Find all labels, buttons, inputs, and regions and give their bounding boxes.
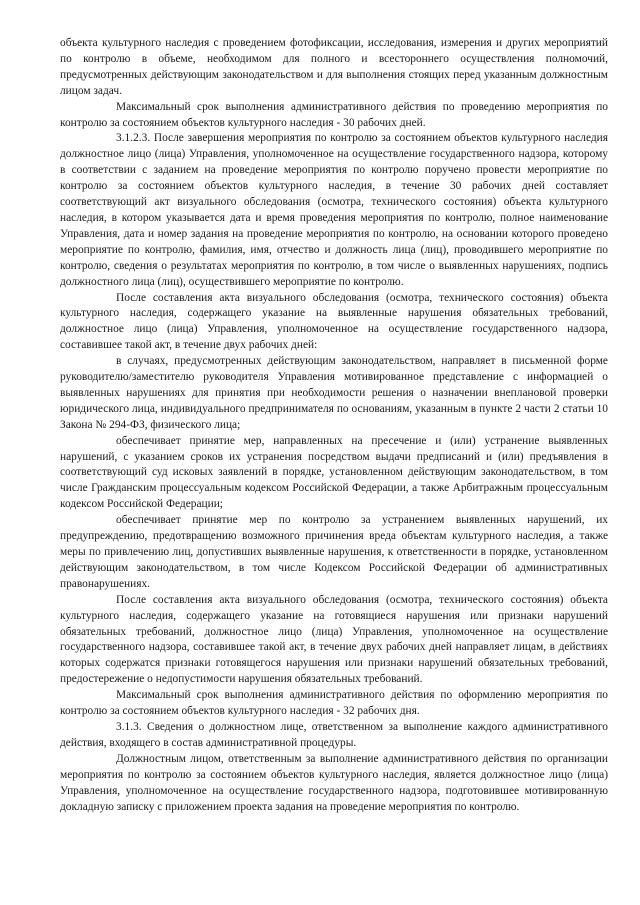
paragraph-7: обеспечивает принятие мер по контролю за устранением выявленных нарушений, их предупреждению, предотвращению возможного причинения вреда объектам культурного наследия, а также меры по привлечению лиц, допустивших выявленные нарушения, к ответственности в порядке, установленном действующим законодательством, в том числе Кодексом Российской Федерации об административных правонарушениях. xyxy=(60,514,608,590)
paragraph-3: 3.1.2.3. После завершения мероприятия по контролю за состоянием объектов культурного наследия должностное лицо (лица) Управления, уполномоченное на осуществление государственного надзора, которому в соответствии с заданием на проведение мероприятия по контролю поручено провести мероприятие по контролю за состоянием объектов культурного наследия, в течение 30 рабочих дней составляет соответствующий акт визуального обследования (осмотра, технического состояния) объекта культурного наследия, в котором указывается дата и время проведения мероприятия по контролю, полное наименование Управления, дата и номер задания на проведение мероприятия по контролю, на основании которого проведено мероприятие по контролю, фамилия, имя, отчество и должность лица (лиц), проводившего мероприятие по контролю, сведения о результатах мероприятия по контролю, в том числе о выявленных нарушениях, подпись должностного лица (лиц), осуществившего мероприятие по контролю. xyxy=(60,132,608,288)
paragraph-6: обеспечивает принятие мер, направленных на пресечение и (или) устранение выявленных нарушений, с указанием сроков их устранения посредством выдачи предписаний и (или) предъявления в соответствующий суд исковых заявлений в порядке, установленном действующим законодательством, в том числе Гражданским процессуальным кодексом Российской Федерации, а также Арбитражным процессуальным кодексом Российской Федерации; xyxy=(60,434,608,511)
paragraph-2: Максимальный срок выполнения административного действия по проведению мероприятия по контролю за состоянием объектов культурного наследия - 30 рабочих дней. xyxy=(60,100,608,129)
paragraph-9: Максимальный срок выполнения административного действия по оформлению мероприятия по контролю за состоянием объектов культурного наследия - 32 рабочих дня. xyxy=(60,689,608,718)
paragraph-4: После составления акта визуального обследования (осмотра, технического состояния) объекта культурного наследия, содержащего указание на выявленные нарушения обязательных требований, должностное лицо (лица) Управления, уполномоченное на осуществление государственного надзора, составившее такой акт, в течение двух рабочих дней: xyxy=(60,291,608,352)
paragraph-8: После составления акта визуального обследования (осмотра, технического состояния) объекта культурного наследия, содержащего указание на готовящиеся нарушения или признаки нарушений обязательных требований, должностное лицо (лица) Управления, уполномоченное на осуществление государственного надзора, составившее такой акт, в течение двух рабочих дней направляет лицам, в действиях которых содержатся признаки готовящегося нарушения или признаки нарушений обязательных требований, предостережение о недопустимости нарушения обязательных требований. xyxy=(60,593,608,686)
paragraph-10: 3.1.3. Сведения о должностном лице, ответственном за выполнение каждого административного действия, входящего в состав административной процедуры. xyxy=(60,720,608,749)
paragraph-5: в случаях, предусмотренных действующим законодательством, направляет в письменной форме руководителю/заместителю руководителя Управления мотивированное представление с информацией о выявленных нарушениях для принятия при необходимости решения о назначении внеплановой проверки юридического лица, индивидуального предпринимателя по основаниям, указанным в пункте 2 части 2 статьи 10 Закона № 294-ФЗ, физического лица; xyxy=(60,355,608,431)
document-body xyxy=(60,36,608,815)
paragraph-1: объекта культурного наследия с проведением фотофиксации, исследования, измерения и других мероприятий по контролю в объеме, необходимом для полного и всестороннего осуществления полномочий, предусмотренных действующим законодательством и для выполнения стоящих перед указанным должностным лицом задач. xyxy=(60,37,608,97)
paragraph-11: Должностным лицом, ответственным за выполнение административного действия по организации мероприятия по контролю за состоянием объектов культурного наследия, является должностное лицо (лица) Управления, уполномоченное на осуществление государственного надзора, подготовившее мотивированную докладную записку с приложением проекта задания на проведение мероприятия по контролю. xyxy=(60,752,608,813)
